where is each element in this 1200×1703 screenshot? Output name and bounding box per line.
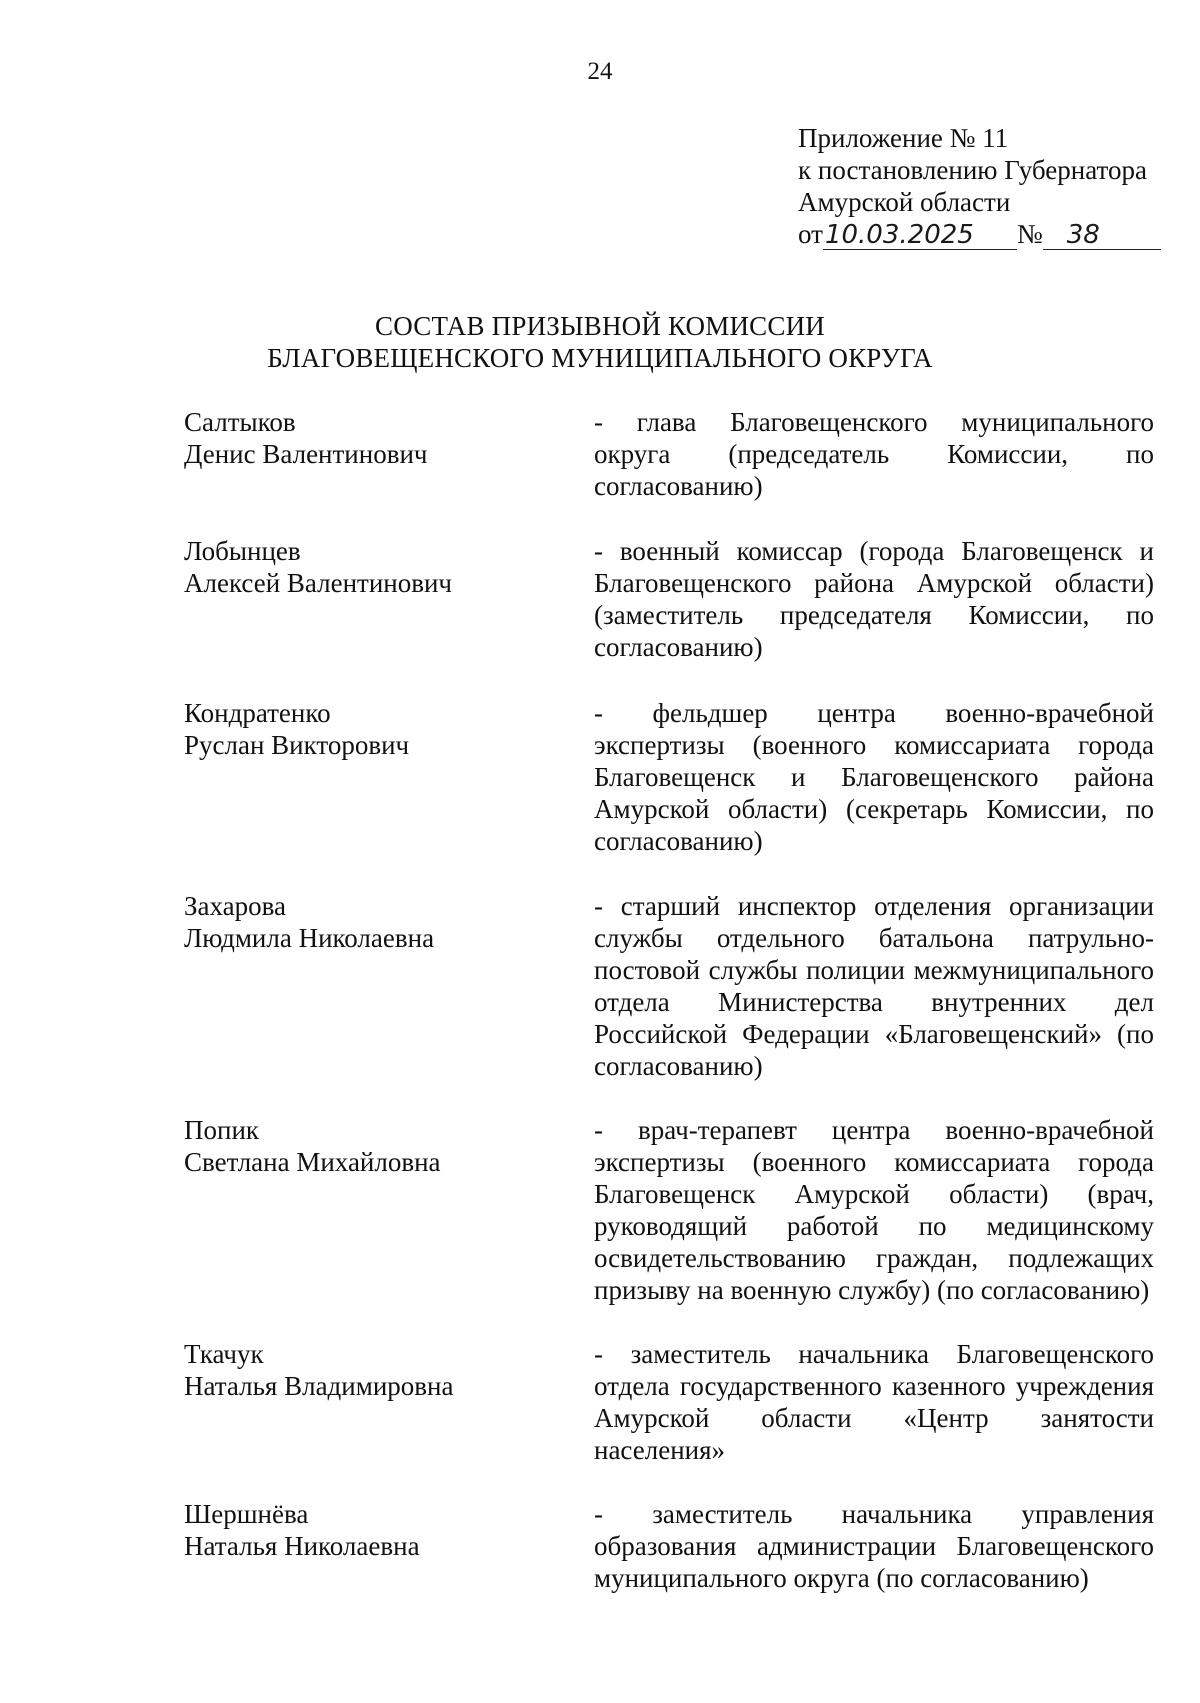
member-given-names: Руслан Викторович [184,730,410,760]
members-list [184,406,1154,1608]
member-surname: Попик [184,1115,260,1145]
title-line-2: БЛАГОВЕЩЕНСКОГО МУНИЦИПАЛЬНОГО ОКРУГА [267,343,933,373]
handwritten-number: 38 [1043,221,1161,250]
member-entry [184,535,1154,697]
member-given-names: Алексей Валентинович [184,568,453,598]
member-role: - заместитель начальника управления образования администрации Благовещенского муниципального округа (по согласованию) [594,1499,1154,1593]
member-given-names: Наталья Николаевна [184,1531,420,1561]
member-name [184,1114,544,1338]
member-name [184,890,544,1114]
appendix-line-3: Амурской области [798,187,1011,217]
member-entry [184,890,1154,1114]
member-role: - военный комиссар (города Благовещенск и Благовещенского района Амурской области) (заместитель председателя Комиссии, по согласованию) [594,536,1154,662]
handwritten-date: 10.03.2025 [823,221,1017,250]
member-role: - заместитель начальника Благовещенского отдела государственного казенного учреждения Амурской области «Центр занятости населения» [594,1339,1154,1465]
member-role: - старший инспектор отделения организации службы отдельного батальона патрульно-постовой службы полиции межмуниципального отдела Министерства внутренних дел Российской Федерации «Благовещенский» (по согласованию) [594,891,1154,1081]
member-surname: Салтыков [184,407,296,437]
date-prefix: от [798,219,823,249]
document-title [0,310,1200,374]
member-surname: Кондратенко [184,698,331,728]
member-given-names: Наталья Владимировна [184,1371,454,1401]
number-sign: № [1016,219,1043,249]
member-name [184,1498,544,1608]
member-name [184,697,544,890]
member-role: - глава Благовещенского муниципального округа (председатель Комиссии, по согласованию) [594,407,1154,501]
member-given-names: Людмила Николаевна [184,923,435,953]
member-entry [184,697,1154,890]
page-number: 24 [587,58,613,85]
member-name [184,1338,544,1498]
appendix-date-line [798,218,1178,250]
member-role: - врач-терапевт центра военно-врачебной экспертизы (военного комиссариата города Благовещенск Амурской области) (врач, руководящий работой по медицинскому освидетельствованию граждан, подлежащих призыву на военную службу) (по согласованию) [594,1115,1154,1305]
member-given-names: Денис Валентинович [184,439,428,469]
member-entry [184,1338,1154,1498]
member-surname: Ткачук [184,1339,264,1369]
title-line-1: СОСТАВ ПРИЗЫВНОЙ КОМИССИИ [375,311,825,341]
member-name [184,535,544,697]
member-entry [184,1498,1154,1608]
appendix-block [798,122,1178,250]
member-surname: Захарова [184,891,287,921]
member-surname: Шершнёва [184,1499,309,1529]
appendix-line-2: к постановлению Губернатора [798,155,1147,185]
member-given-names: Светлана Михайловна [184,1147,441,1177]
member-surname: Лобынцев [184,536,301,566]
member-entry [184,406,1154,535]
appendix-line-1: Приложение № 11 [798,123,1009,153]
member-role: - фельдшер центра военно-врачебной экспертизы (военного комиссариата города Благовещенск и Благовещенского района Амурской области) (секретарь Комиссии, по согласованию) [594,698,1154,856]
member-name [184,406,544,535]
member-entry [184,1114,1154,1338]
